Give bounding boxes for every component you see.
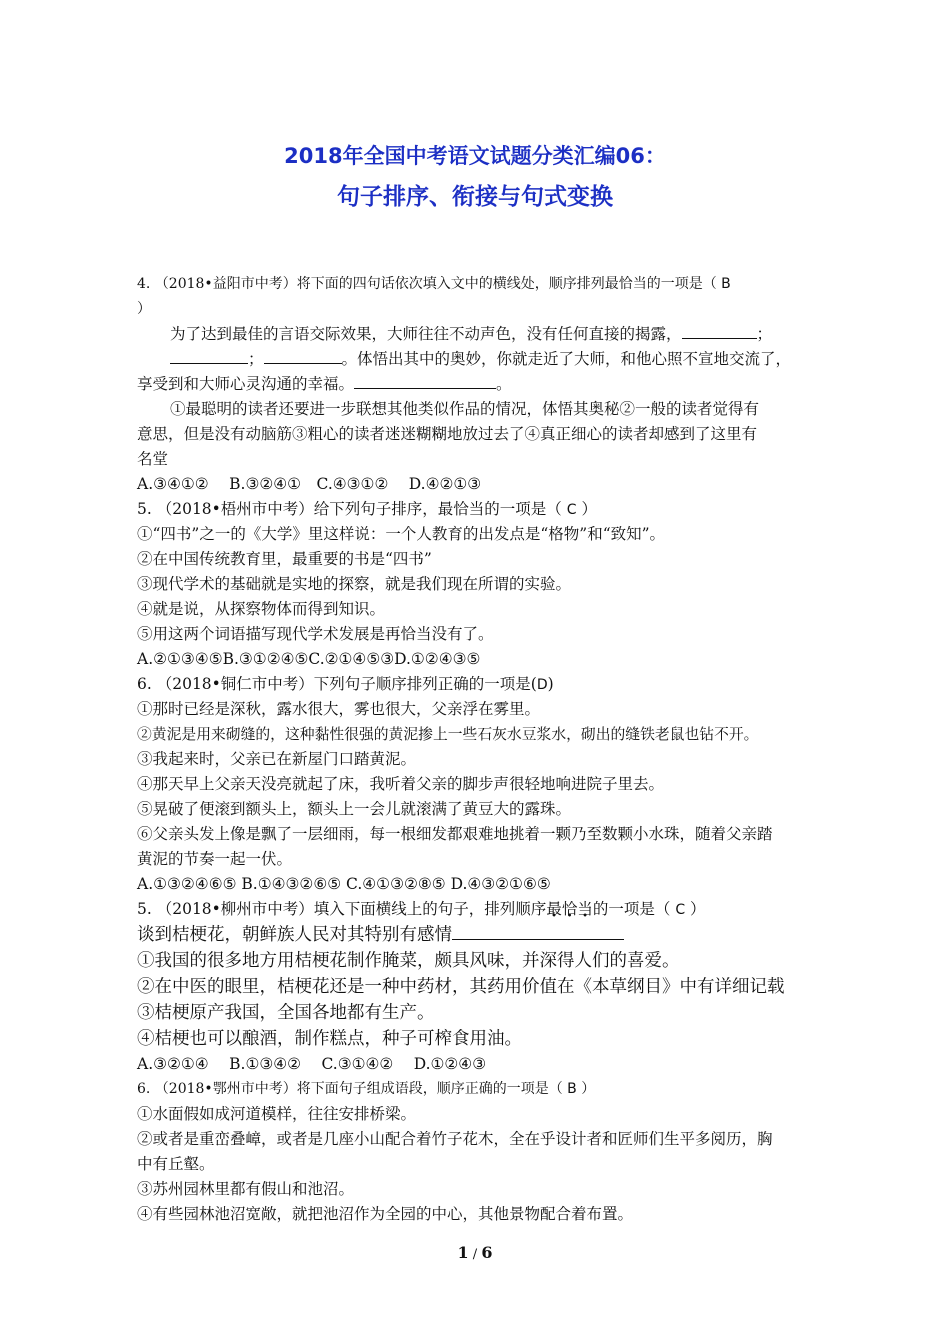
question-4 xyxy=(137,272,827,497)
sentence-item: ③我起来时，父亲已在新屋门口踏黄泥。 xyxy=(137,750,417,768)
sentence-item: ②黄泥是用来砌缝的，这种黏性很强的黄泥掺上一些石灰水豆浆水，砌出的缝铁老鼠也钻不开。 xyxy=(137,726,759,743)
passage-line: ； 。体悟出其中的奥妙，你就走近了大师，和他心照不宣地交流了， xyxy=(137,347,827,372)
sentence-item: ④桔梗也可以酿酒，制作糕点，种子可榨食用油。 xyxy=(137,1029,522,1049)
question-stem: 4. （2018•益阳市中考）将下面的四句话依次填入文中的横线处，顺序排列最恰当的一项是（ B xyxy=(137,276,731,292)
document-body xyxy=(137,272,827,1227)
page-footer xyxy=(0,1243,950,1262)
passage-line: 为了达到最佳的言语交际效果，大师往往不动声色，没有任何直接的揭露， ； xyxy=(170,325,773,343)
fill-blank xyxy=(354,374,496,389)
fill-blank xyxy=(682,324,757,339)
question-5-liuzhou xyxy=(137,897,827,1077)
sentence-list: 名堂 xyxy=(137,450,169,468)
fill-blank xyxy=(170,349,248,364)
sentence-item: ①“四书”之一的《大学》里这样说：一个人教育的出发点是“格物”和“致知”。 xyxy=(137,525,666,543)
question-6-tongren xyxy=(137,672,827,897)
answer-letter: D xyxy=(536,677,548,693)
question-5-wuzhou xyxy=(137,497,827,672)
sentence-item: ⑤用这两个词语描写现代学术发展是再恰当没有了。 xyxy=(137,625,494,643)
question-stem: 5. （2018•梧州市中考）给下列句子排序，最恰当的一项是（ C ） xyxy=(137,500,597,518)
sentence-item: ①那时已经是深秋，露水很大，雾也很大，父亲浮在雾里。 xyxy=(137,700,541,718)
sentence-list: 意思，但是没有动脑筋③粗心的读者迷迷糊糊地放过去了④真正细心的读者却感到了这里有 xyxy=(137,425,758,443)
sentence-list: ①最聪明的读者还要进一步联想其他类似作品的情况，体悟其奥秘②一般的读者觉得有 xyxy=(170,400,760,418)
sentence-item: ④就是说，从探察物体而得到知识。 xyxy=(137,600,386,618)
passage-line: 享受到和大师心灵沟通的幸福。 。 xyxy=(137,375,512,393)
sentence-item: ②在中国传统教育里，最重要的书是“四书” xyxy=(137,550,432,568)
answer-letter: C xyxy=(566,502,577,518)
sentence-item: 中有丘壑。 xyxy=(137,1155,215,1173)
answer-options: A.③④①② B.③②④① C.④③①② D.④②①③ xyxy=(137,475,482,493)
fill-blank xyxy=(264,349,342,364)
sentence-item: 黄泥的节奏一起一伏。 xyxy=(137,850,293,868)
page-total: 6 xyxy=(481,1243,493,1262)
sentence-item: ②在中医的眼里，桔梗花还是一种中药材，其药用价值在《本草纲目》中有详细记载 xyxy=(137,977,785,997)
sentence-item: ③现代学术的基础就是实地的探察，就是我们现在所谓的实验。 xyxy=(137,575,572,593)
answer-options: A.③②①④ B.①③④② C.③①④② D.①②④③ xyxy=(137,1055,487,1073)
page-separator: / xyxy=(468,1247,482,1262)
sentence-item: ⑥父亲头发上像是飘了一层细雨，每一根细发都艰难地挑着一颗乃至数颗小水珠，随着父亲踏 xyxy=(137,825,773,843)
sentence-item: ③苏州园林里都有假山和池沼。 xyxy=(137,1180,355,1198)
question-stem: 5. （2018•柳州市中考）填入下面横线上的句子，排列顺序最恰当的一项是（ C ） xyxy=(137,900,706,918)
answer-letter: B xyxy=(721,276,731,292)
page-number: 1 xyxy=(457,1243,469,1262)
document-title-line1: 2018年全国中考语文试题分类汇编06： xyxy=(284,144,666,168)
emphasis-dot-char: 最 xyxy=(546,900,562,918)
document-title-line2: 句子排序、衔接与句式变换 xyxy=(337,184,613,210)
answer-options: A.①③②④⑥⑤ B.①④③②⑥⑤ C.④①③②⑧⑤ D.④③②①⑥⑤ xyxy=(137,875,551,893)
emphasis-dot-char: 当 xyxy=(577,900,593,918)
answer-letter: B xyxy=(567,1081,577,1097)
sentence-item: ⑤晃破了便滚到额头上，额头上一会儿就滚满了黄豆大的露珠。 xyxy=(137,800,572,818)
stem-close: ） xyxy=(137,301,151,317)
sentence-item: ②或者是重峦叠嶂，或者是几座小山配合着竹子花木，全在乎设计者和匠师们生平多阅历，胸 xyxy=(137,1130,773,1148)
question-stem: 6. （2018•铜仁市中考）下列句子顺序排列正确的一项是(D) xyxy=(137,675,554,693)
lead-sentence: 谈到桔梗花，朝鲜族人民对其特别有感情 xyxy=(137,922,827,948)
question-stem: 6. （2018•鄂州市中考）将下面句子组成语段，顺序正确的一项是（ B ） xyxy=(137,1081,596,1097)
question-6-ezhou xyxy=(137,1077,827,1227)
answer-letter: C xyxy=(675,902,686,918)
sentence-item: ④有些园林池沼宽敞，就把池沼作为全园的中心，其他景物配合着布置。 xyxy=(137,1205,634,1223)
fill-blank xyxy=(452,925,624,940)
emphasis-dot-char: 恰 xyxy=(561,900,578,918)
sentence-item: ③桔梗原产我国，全国各地都有生产。 xyxy=(137,1003,435,1023)
sentence-item: ①水面假如成河道模样，往往安排桥梁。 xyxy=(137,1105,417,1123)
sentence-item: ①我国的很多地方用桔梗花制作腌菜，颇具风味，并深得人们的喜爱。 xyxy=(137,951,680,971)
answer-options: A.②①③④⑤B.③①②④⑤C.②①④⑤③D.①②④③⑤ xyxy=(137,650,481,668)
sentence-item: ④那天早上父亲天没亮就起了床，我听着父亲的脚步声很轻地响进院子里去。 xyxy=(137,775,665,793)
